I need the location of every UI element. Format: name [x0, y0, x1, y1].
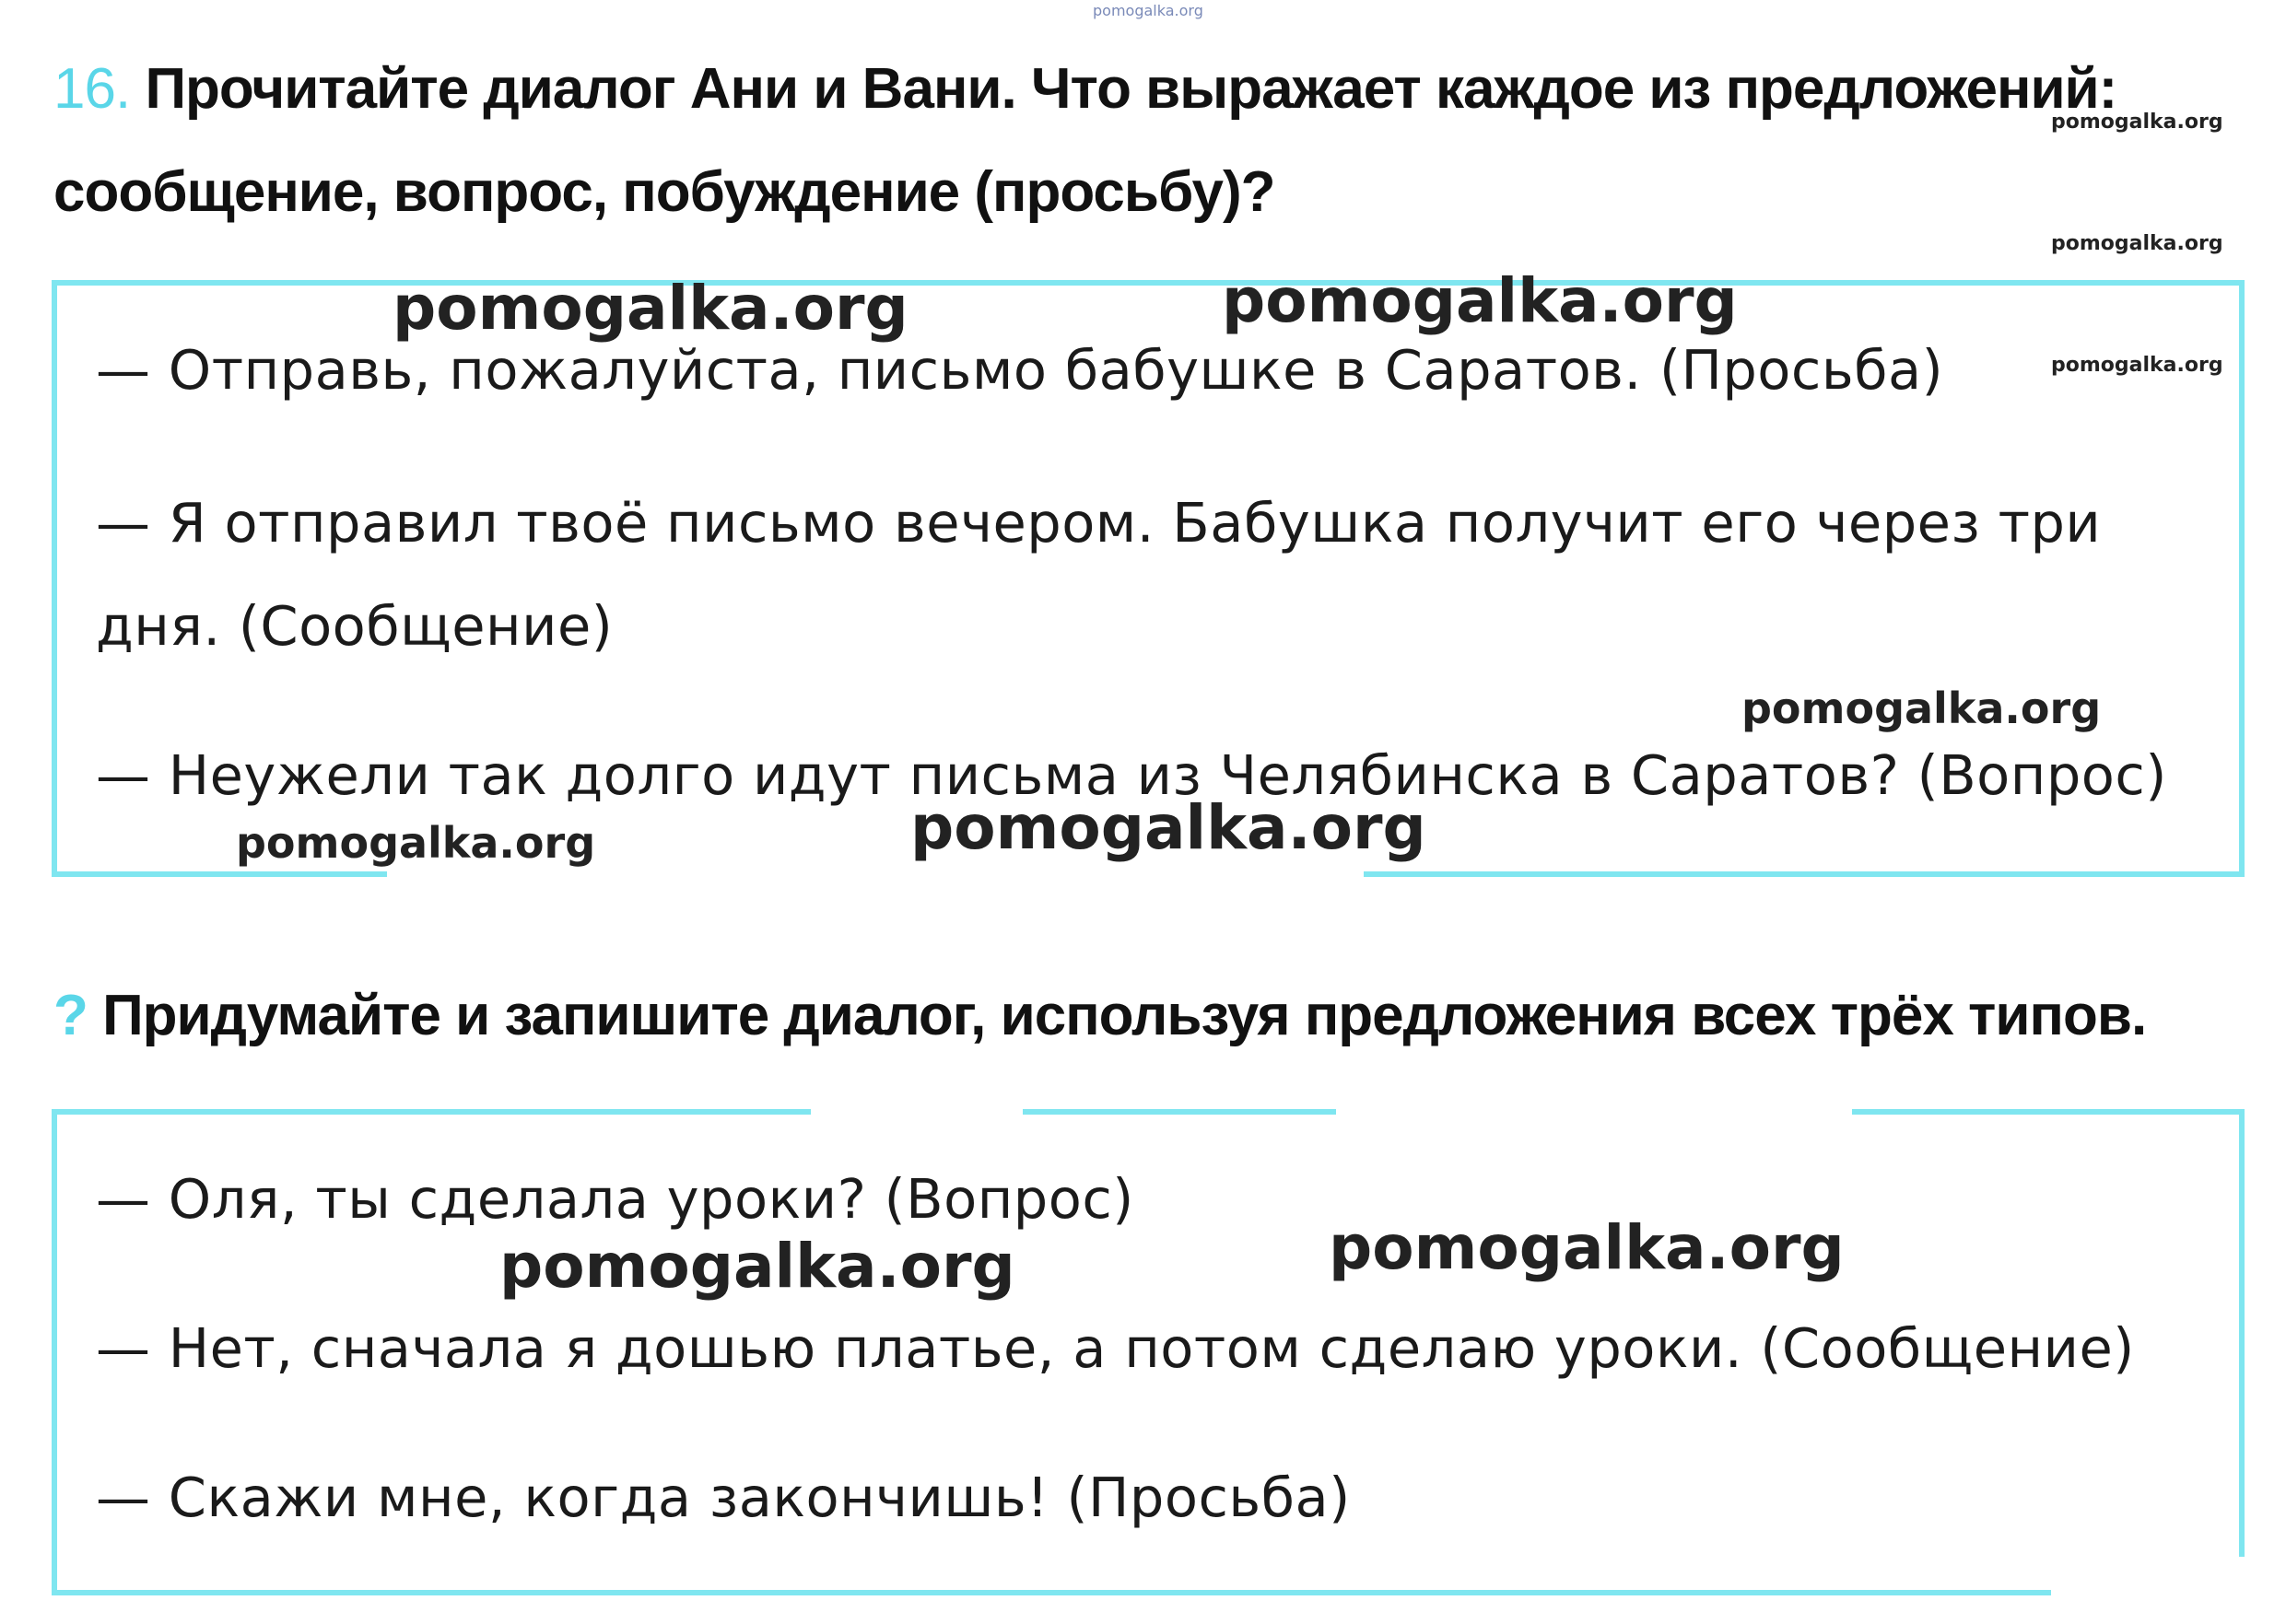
border-gap [2051, 1557, 2254, 1603]
watermark: pomogalka.org [236, 818, 596, 868]
watermark: pomogalka.org [1741, 683, 2102, 733]
answer2-line-2: — Нет, сначала я дошью платье, а потом сделаю уроки. (Сообщение) [96, 1316, 2135, 1380]
task-heading-line-2: сообщение, вопрос, побуждение (просьбу)? [53, 160, 1275, 224]
border-gap [811, 1104, 1023, 1116]
watermark: pomogalka.org [2051, 111, 2223, 134]
task-number: 16. [53, 57, 131, 121]
watermark: pomogalka.org [2051, 354, 2223, 377]
watermark: pomogalka.org [910, 792, 1426, 863]
watermark: pomogalka.org [499, 1231, 1015, 1302]
watermark: pomogalka.org [1329, 1212, 1845, 1283]
question-text: Придумайте и запишите диалог, используя предложения всех трёх типов. [102, 984, 2147, 1047]
task-title-text: Прочитайте диалог Ани и Вани. Что выражает каждое из предложений: [145, 57, 2117, 121]
answer1-line-2: — Я отправил твоё письмо вечером. Бабушка получит его через три [96, 491, 2102, 555]
question-heading [53, 984, 2147, 1047]
answer1-line-4: — Неужели так долго идут письма из Челябинска в Саратов? (Вопрос) [96, 743, 2167, 807]
task-heading-line-1 [53, 57, 2117, 121]
answer1-line-3: дня. (Сообщение) [96, 594, 614, 658]
watermark: pomogalka.org [1222, 265, 1738, 336]
border-gap [1336, 1104, 1852, 1116]
answer2-line-1: — Оля, ты сделала уроки? (Вопрос) [96, 1167, 1134, 1231]
question-mark-icon: ? [53, 984, 88, 1047]
answer1-line-1: — Отправь, пожалуйста, письмо бабушке в Саратов. (Просьба) [96, 338, 1944, 402]
watermark: pomogalka.org [2051, 232, 2223, 255]
watermark: pomogalka.org [393, 273, 909, 344]
answer2-line-3: — Скажи мне, когда закончишь! (Просьба) [96, 1466, 1351, 1529]
border-gap [387, 870, 1364, 884]
header-watermark: pomogalka.org [1093, 2, 1203, 19]
